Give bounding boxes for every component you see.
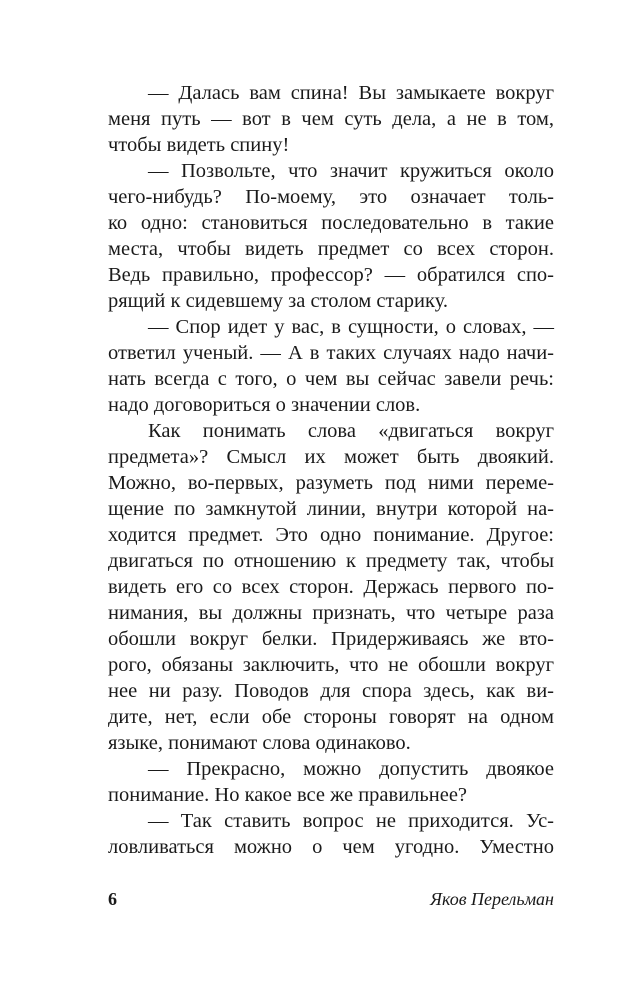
text-line: языке, понимают слова одинаково. xyxy=(108,732,411,754)
page-footer xyxy=(108,886,554,912)
text-line: нее ни разу. Поводов для спора здесь, как ви- xyxy=(108,680,554,702)
text-line: чего-нибудь? По-моему, это означает толь- xyxy=(108,186,554,208)
text-line: — Прекрасно, можно допустить двоякое xyxy=(148,758,554,780)
text-line: видеть его со всех сторон. Держась первого по- xyxy=(108,576,554,598)
text-line: нать всегда с того, о чем вы сейчас завели речь: xyxy=(108,368,554,390)
text-line: нимания, вы должны признать, что четыре раза xyxy=(108,602,554,624)
text-line: предмета»? Смысл их может быть двоякий. xyxy=(108,446,554,468)
text-line: рого, обязаны заключить, что не обошли вокруг xyxy=(108,654,554,676)
text-line: надо договориться о значении слов. xyxy=(108,394,421,416)
text-line: обошли вокруг белки. Придерживаясь же вто- xyxy=(108,628,554,650)
text-line: — Позвольте, что значит кружиться около xyxy=(148,160,554,182)
text-line: рящий к сидевшему за столом старику. xyxy=(108,290,449,312)
page-number: 6 xyxy=(108,889,117,909)
text-line: Ведь правильно, профессор? — обратился спо- xyxy=(108,264,554,286)
text-line: чтобы видеть спину! xyxy=(108,134,290,156)
text-line: ходится предмет. Это одно понимание. Другое: xyxy=(108,524,554,546)
paragraph xyxy=(108,418,554,756)
text-line: ответил ученый. — А в таких случаях надо начи- xyxy=(108,342,554,364)
text-line: ловливаться можно о чем угодно. Уместно xyxy=(108,836,554,858)
text-line: щение по замкнутой линии, внутри которой на- xyxy=(108,498,554,520)
text-line: меня путь — вот в чем суть дела, а не в том, xyxy=(108,108,554,130)
text-line: Как понимать слова «двигаться вокруг xyxy=(148,420,554,442)
text-line: дите, нет, если обе стороны говорят на одном xyxy=(108,706,554,728)
text-line: — Так ставить вопрос не приходится. Ус- xyxy=(148,810,554,832)
paragraph xyxy=(108,80,554,158)
running-footer-author: Яков Перельман xyxy=(430,889,554,909)
text-line: места, чтобы видеть предмет со всех сторон. xyxy=(108,238,554,260)
text-line: — Спор идет у вас, в сущности, о словах, — xyxy=(148,316,554,338)
text-line: ко одно: становиться последовательно в такие xyxy=(108,212,554,234)
text-line: двигаться по отношению к предмету так, чтобы xyxy=(108,550,554,572)
page-body xyxy=(108,80,554,860)
paragraph xyxy=(108,808,554,860)
text-line: понимание. Но какое все же правильнее? xyxy=(108,784,468,806)
paragraph xyxy=(108,158,554,314)
text-line: — Далась вам спина! Вы замыкаете вокруг xyxy=(148,82,554,104)
paragraph xyxy=(108,756,554,808)
text-line: Можно, во-первых, разуметь под ними переме- xyxy=(108,472,554,494)
paragraph xyxy=(108,314,554,418)
